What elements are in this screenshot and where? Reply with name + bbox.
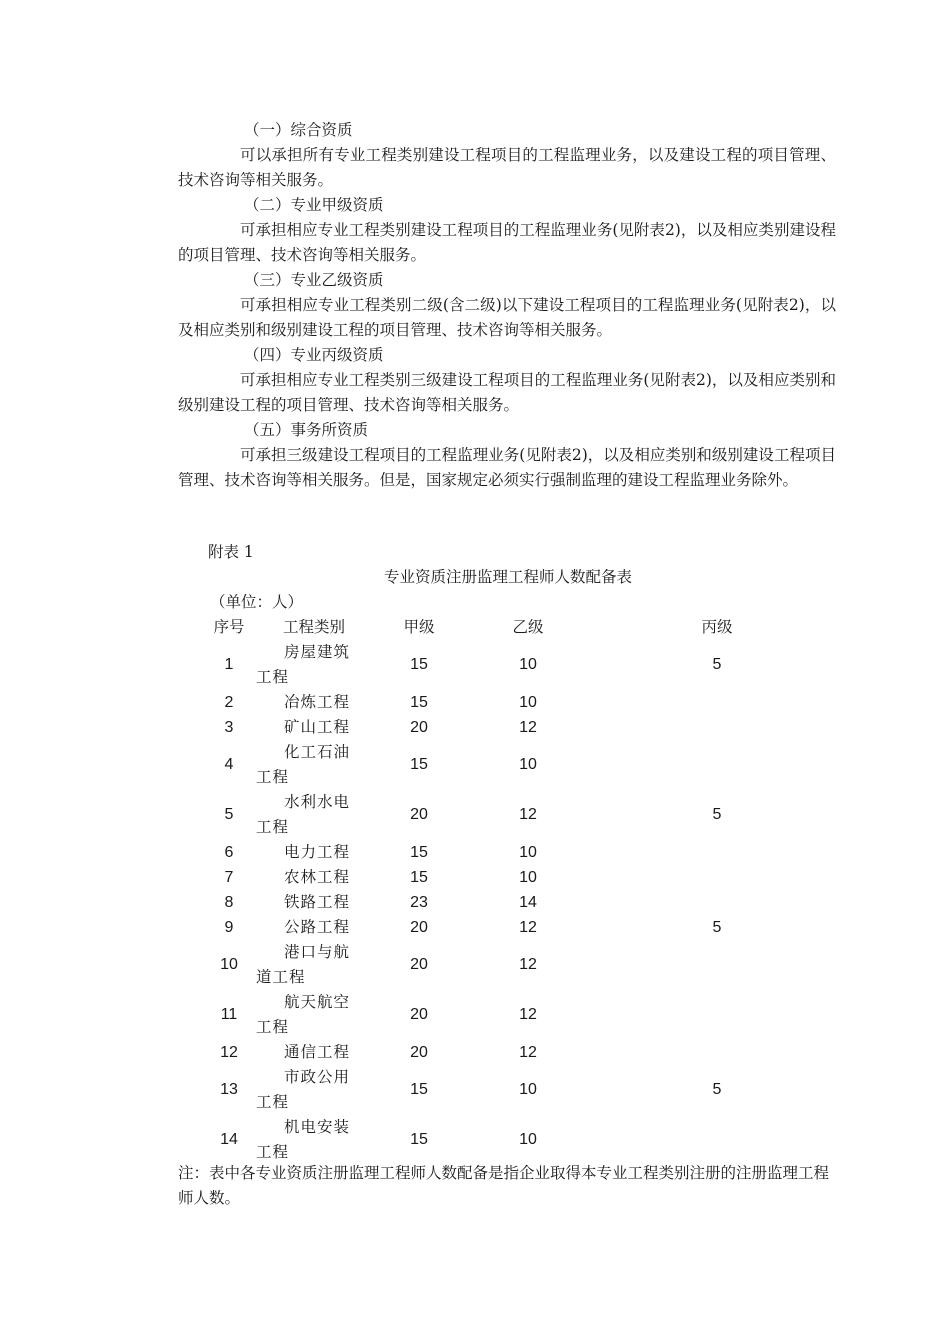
row-category — [256, 940, 356, 990]
row-seq: 9 — [224, 919, 234, 936]
row-grade-a: 15 — [410, 844, 428, 861]
row-grade-c: 5 — [712, 919, 722, 936]
row-grade-b: 10 — [519, 869, 537, 886]
section-title: （四）专业丙级资质 — [244, 346, 384, 364]
row-seq: 4 — [224, 756, 234, 773]
row-category-line2: 工程 — [256, 1143, 290, 1161]
row-grade-b: 12 — [519, 806, 537, 823]
row-grade-b: 10 — [519, 1081, 537, 1098]
row-grade-a: 15 — [410, 756, 428, 773]
section-body: 可以承担所有专业工程类别建设工程项目的工程监理业务，以及建设工程的项目管理、技术咨询等相关服务。 — [178, 146, 836, 189]
row-category — [256, 715, 356, 740]
row-grade-c: 5 — [712, 806, 722, 823]
section-title: （一）综合资质 — [244, 121, 353, 139]
row-category-line2: 工程 — [256, 768, 290, 786]
row-category — [256, 740, 356, 790]
row-category — [256, 790, 356, 840]
row-grade-a: 23 — [410, 894, 428, 911]
section-title: （三）专业乙级资质 — [244, 271, 384, 289]
row-grade-b: 14 — [519, 894, 537, 911]
header-grade-a: 甲级 — [403, 618, 435, 636]
row-category — [256, 640, 356, 690]
row-seq: 11 — [220, 1006, 238, 1023]
row-category — [256, 840, 356, 865]
row-category — [256, 890, 356, 915]
section-title: （二）专业甲级资质 — [244, 196, 384, 214]
row-seq: 2 — [224, 694, 234, 711]
row-grade-b: 12 — [519, 1006, 537, 1023]
section-body: 可承担相应专业工程类别三级建设工程项目的工程监理业务(见附表2)，以及相应类别和级别建设工程的项目管理、技术咨询等相关服务。 — [178, 371, 836, 414]
section-body: 可承担相应专业工程类别建设工程项目的工程监理业务(见附表2)，以及相应类别建设程的项目管理、技术咨询等相关服务。 — [178, 221, 836, 264]
row-category — [256, 990, 356, 1040]
row-category-line2: 工程 — [256, 1093, 290, 1111]
row-category-line1: 化工石油 — [284, 743, 351, 761]
row-seq: 13 — [220, 1081, 238, 1098]
header-grade-c: 丙级 — [701, 618, 733, 636]
row-category-line2: 道工程 — [256, 968, 306, 986]
row-seq: 7 — [224, 869, 234, 886]
row-grade-b: 10 — [519, 844, 537, 861]
row-grade-a: 15 — [410, 694, 428, 711]
qualification-sections — [178, 118, 836, 493]
row-grade-a: 20 — [410, 1006, 428, 1023]
section-body: 可承担相应专业工程类别二级(含二级)以下建设工程项目的工程监理业务(见附表2)，以及相应类别和级别建设工程的项目管理、技术咨询等相关服务。 — [178, 296, 836, 339]
row-grade-b: 10 — [519, 694, 537, 711]
row-grade-a: 20 — [410, 956, 428, 973]
row-grade-c: 5 — [712, 1081, 722, 1098]
row-category-line1: 铁路工程 — [284, 893, 351, 911]
row-category-line1: 机电安装 — [284, 1118, 351, 1136]
row-category-line1: 电力工程 — [284, 843, 351, 861]
row-seq: 12 — [220, 1044, 238, 1061]
table-unit: （单位：人） — [210, 593, 304, 611]
header-grade-b: 乙级 — [512, 618, 544, 636]
row-category — [256, 690, 356, 715]
row-seq: 6 — [224, 844, 234, 861]
row-grade-b: 10 — [519, 756, 537, 773]
row-category — [256, 865, 356, 890]
row-category — [256, 1115, 356, 1165]
row-seq: 3 — [224, 719, 234, 736]
row-seq: 1 — [224, 656, 234, 673]
row-grade-a: 15 — [410, 656, 428, 673]
row-category-line2: 工程 — [256, 668, 290, 686]
row-category-line1: 港口与航 — [284, 943, 351, 961]
row-grade-a: 20 — [410, 719, 428, 736]
row-seq: 5 — [224, 806, 234, 823]
section-body: 可承担三级建设工程项目的工程监理业务(见附表2)，以及相应类别和级别建设工程项目管理、技术咨询等相关服务。但是，国家规定必须实行强制监理的建设工程监理业务除外。 — [178, 446, 836, 489]
appendix-label: 附表 1 — [208, 543, 254, 561]
row-grade-b: 10 — [519, 656, 537, 673]
row-category-line1: 水利水电 — [284, 793, 351, 811]
row-grade-a: 15 — [410, 1081, 428, 1098]
row-grade-b: 12 — [519, 719, 537, 736]
row-category-line1: 公路工程 — [284, 918, 351, 936]
row-grade-a: 20 — [410, 806, 428, 823]
row-grade-a: 20 — [410, 919, 428, 936]
row-category — [256, 915, 356, 940]
row-category-line2: 工程 — [256, 1018, 290, 1036]
row-grade-a: 20 — [410, 1044, 428, 1061]
row-category — [256, 1040, 356, 1065]
row-seq: 14 — [220, 1131, 238, 1148]
row-category-line1: 冶炼工程 — [284, 693, 351, 711]
row-category-line1: 市政公用 — [284, 1068, 351, 1086]
row-grade-b: 12 — [519, 919, 537, 936]
table-title: 专业资质注册监理工程师人数配备表 — [384, 568, 633, 586]
row-category-line2: 工程 — [256, 818, 290, 836]
table-note: 注：表中各专业资质注册监理工程师人数配备是指企业取得本专业工程类别注册的注册监理工程师人数。 — [178, 1164, 830, 1207]
header-seq: 序号 — [213, 618, 245, 636]
row-category-line1: 房屋建筑 — [284, 643, 351, 661]
row-grade-b: 12 — [519, 1044, 537, 1061]
row-grade-b: 12 — [519, 956, 537, 973]
row-category-line1: 矿山工程 — [284, 718, 351, 736]
row-category-line1: 航天航空 — [284, 993, 351, 1011]
row-grade-a: 15 — [410, 869, 428, 886]
row-grade-b: 10 — [519, 1131, 537, 1148]
row-category — [256, 1065, 356, 1115]
section-title: （五）事务所资质 — [244, 421, 369, 439]
row-grade-c: 5 — [712, 656, 722, 673]
row-category-line1: 通信工程 — [284, 1043, 351, 1061]
header-category: 工程类别 — [283, 618, 346, 636]
row-grade-a: 15 — [410, 1131, 428, 1148]
row-seq: 8 — [224, 894, 234, 911]
row-category-line1: 农林工程 — [284, 868, 351, 886]
row-seq: 10 — [220, 956, 238, 973]
